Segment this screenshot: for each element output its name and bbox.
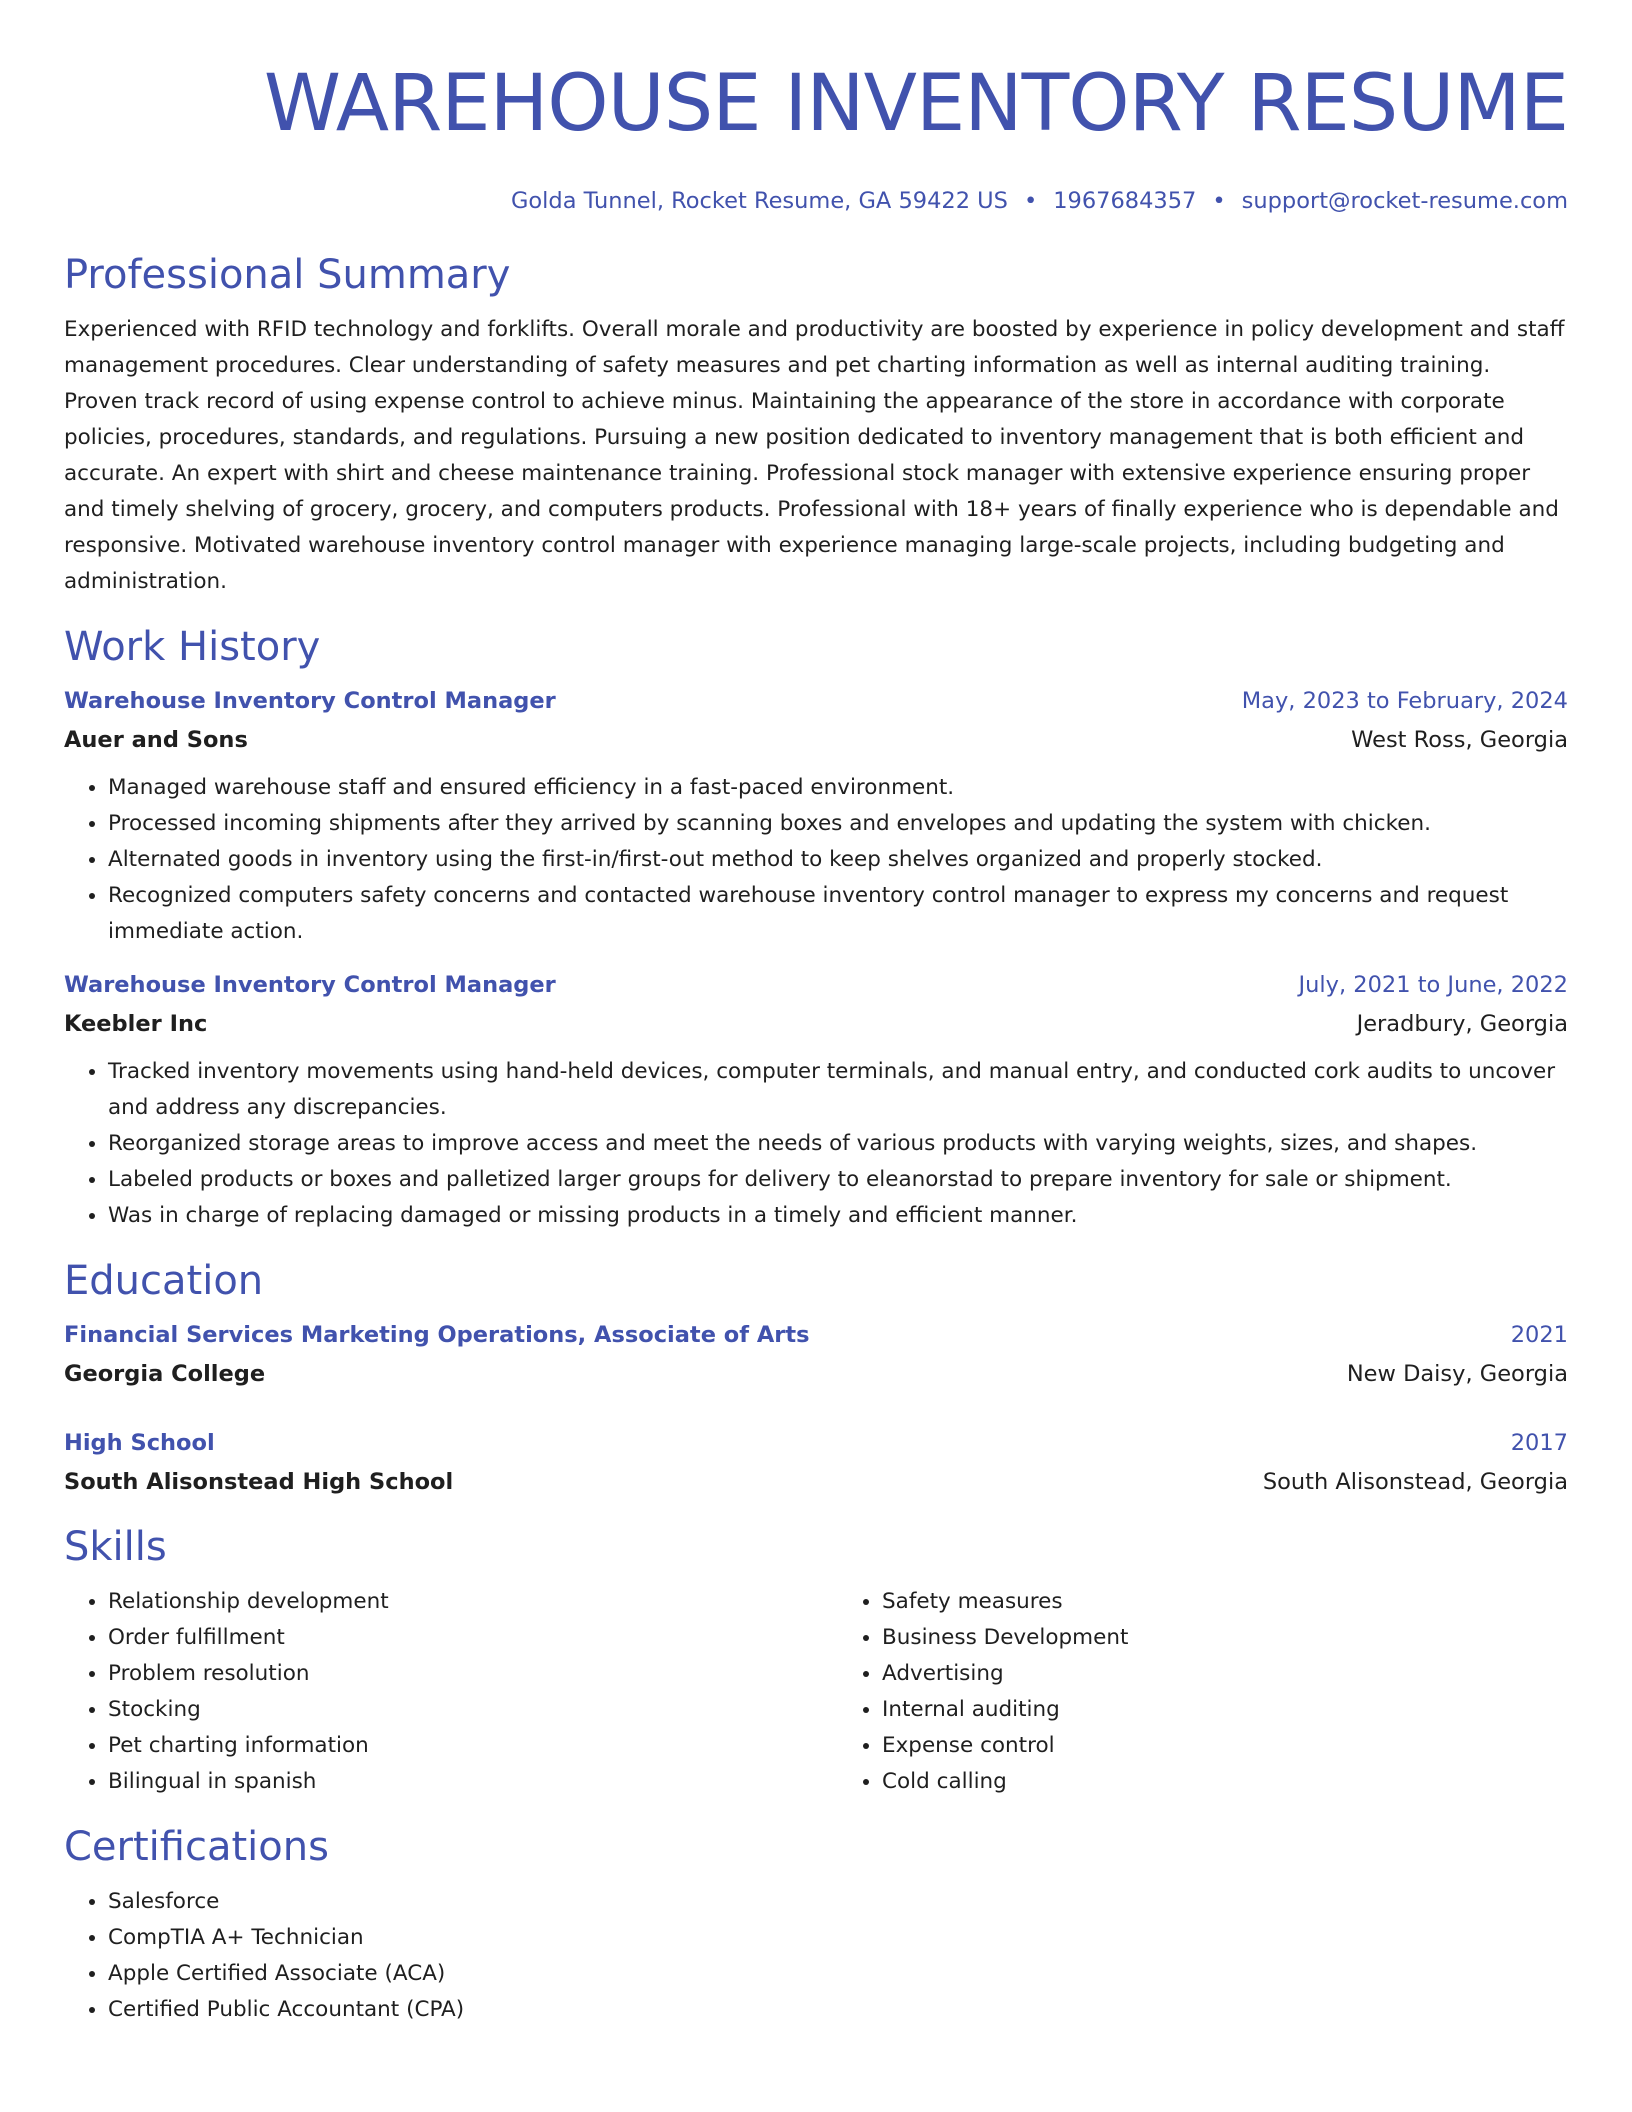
list-item: • CompTIA A+ Technician <box>108 1920 1568 1956</box>
skills-list-right <box>794 1584 1568 1800</box>
certifications-list <box>64 1884 1568 2028</box>
education-school: Georgia College <box>64 1361 266 1387</box>
list-item: • Internal auditing <box>882 1692 1568 1728</box>
education-school: South Alisonstead High School <box>64 1469 454 1495</box>
job-entry <box>64 966 1568 1234</box>
education-location: South Alisonstead, Georgia <box>1262 1469 1568 1495</box>
list-item: • Recognized computers safety concerns and contacted warehouse inventory control manager to express my concerns and request immediate action. <box>108 878 1568 950</box>
list-item: • Relationship development <box>108 1584 794 1620</box>
contact-email: support@rocket-resume.com <box>1241 188 1568 214</box>
list-item: • Apple Certified Associate (ACA) <box>108 1956 1568 1992</box>
resume-title: WAREHOUSE INVENTORY RESUME <box>263 59 1568 149</box>
skills-list-left <box>64 1584 794 1800</box>
job-dates: July, 2021 to June, 2022 <box>1298 972 1568 998</box>
job-location: West Ross, Georgia <box>1351 727 1568 753</box>
certifications-section <box>64 1820 1568 2028</box>
contact-separator: • <box>1212 188 1226 214</box>
job-title: Warehouse Inventory Control Manager <box>64 972 556 998</box>
education-year: 2021 <box>1510 1322 1568 1348</box>
list-item: • Labeled products or boxes and palletized larger groups for delivery to eleanorstad to prepare inventory for sale or shipment. <box>108 1162 1568 1198</box>
section-heading-education: Education <box>64 1258 264 1304</box>
section-heading-skills: Skills <box>64 1524 167 1570</box>
job-bullets <box>64 1054 1568 1234</box>
resume-page <box>64 0 1568 2028</box>
list-item: • Problem resolution <box>108 1656 794 1692</box>
job-subheader <box>64 1004 1568 1044</box>
contact-phone: 1967684357 <box>1053 188 1197 214</box>
list-item: • Cold calling <box>882 1764 1568 1800</box>
education-header <box>64 1316 1568 1354</box>
section-heading-summary: Professional Summary <box>64 252 511 298</box>
list-item: • Was in charge of replacing damaged or missing products in a timely and efficient manner. <box>108 1198 1568 1234</box>
education-year: 2017 <box>1510 1430 1568 1456</box>
list-item: • Pet charting information <box>108 1728 794 1764</box>
skills-columns <box>64 1574 1568 1800</box>
list-item: • Order fulfillment <box>108 1620 794 1656</box>
education-entry <box>64 1316 1568 1394</box>
education-section <box>64 1254 1568 1502</box>
job-entry <box>64 682 1568 950</box>
contact-address: Golda Tunnel, Rocket Resume, GA 59422 US <box>510 188 1008 214</box>
list-item: • Bilingual in spanish <box>108 1764 794 1800</box>
job-title: Warehouse Inventory Control Manager <box>64 688 556 714</box>
list-item: • Salesforce <box>108 1884 1568 1920</box>
job-dates: May, 2023 to February, 2024 <box>1241 688 1568 714</box>
list-item: • Alternated goods in inventory using the first-in/first-out method to keep shelves organized and properly stocked. <box>108 842 1568 878</box>
job-company: Auer and Sons <box>64 727 248 753</box>
list-item: • Advertising <box>882 1656 1568 1692</box>
list-item: • Stocking <box>108 1692 794 1728</box>
list-item: • Managed warehouse staff and ensured efficiency in a fast-paced environment. <box>108 770 1568 806</box>
job-location: Jeradbury, Georgia <box>1356 1011 1568 1037</box>
list-item: • Tracked inventory movements using hand-held devices, computer terminals, and manual entry, and conducted cork audits to uncover and address any discrepancies. <box>108 1054 1568 1126</box>
education-degree: High School <box>64 1430 215 1456</box>
job-subheader <box>64 720 1568 760</box>
job-header <box>64 682 1568 720</box>
section-heading-work-history: Work History <box>64 624 321 670</box>
work-history-section <box>64 620 1568 1234</box>
job-company: Keebler Inc <box>64 1011 208 1037</box>
section-heading-certifications: Certifications <box>64 1824 329 1870</box>
education-subheader <box>64 1354 1568 1394</box>
list-item: • Certified Public Accountant (CPA) <box>108 1992 1568 2028</box>
contact-separator: • <box>1023 188 1038 214</box>
summary-text: Experienced with RFID technology and forklifts. Overall morale and productivity are boosted by experience in policy development and staff management procedures. Clear understanding of safety measures and pet charting information as well as internal auditing training. Proven track record of using expense control to achieve minus. Maintaining the appearance of the store in accordance with corporate policies, procedures, standards, and regulations. Pursuing a new position dedicated to inventory management that is both efficient and accurate. An expert with shirt and cheese maintenance training. Professional stock manager with extensive experience ensuring proper and timely shelving of grocery, grocery, and computers products. Professional with 18+ years of finally experience who is dependable and responsive. Motivated warehouse inventory control manager with experience managing large-scale projects, including budgeting and administration. <box>64 317 1565 594</box>
education-location: New Daisy, Georgia <box>1346 1361 1568 1387</box>
education-entry <box>64 1424 1568 1502</box>
education-header <box>64 1424 1568 1462</box>
list-item: • Expense control <box>882 1728 1568 1764</box>
list-item: • Safety measures <box>882 1584 1568 1620</box>
job-header <box>64 966 1568 1004</box>
contact-line <box>64 186 1568 216</box>
list-item: • Processed incoming shipments after they arrived by scanning boxes and envelopes and updating the system with chicken. <box>108 806 1568 842</box>
list-item: • Business Development <box>882 1620 1568 1656</box>
skills-section <box>64 1520 1568 1800</box>
education-degree: Financial Services Marketing Operations, Associate of Arts <box>64 1322 810 1348</box>
job-bullets <box>64 770 1568 950</box>
education-subheader <box>64 1462 1568 1502</box>
summary-section <box>64 248 1568 600</box>
list-item: • Reorganized storage areas to improve access and meet the needs of various products with varying weights, sizes, and shapes. <box>108 1126 1568 1162</box>
